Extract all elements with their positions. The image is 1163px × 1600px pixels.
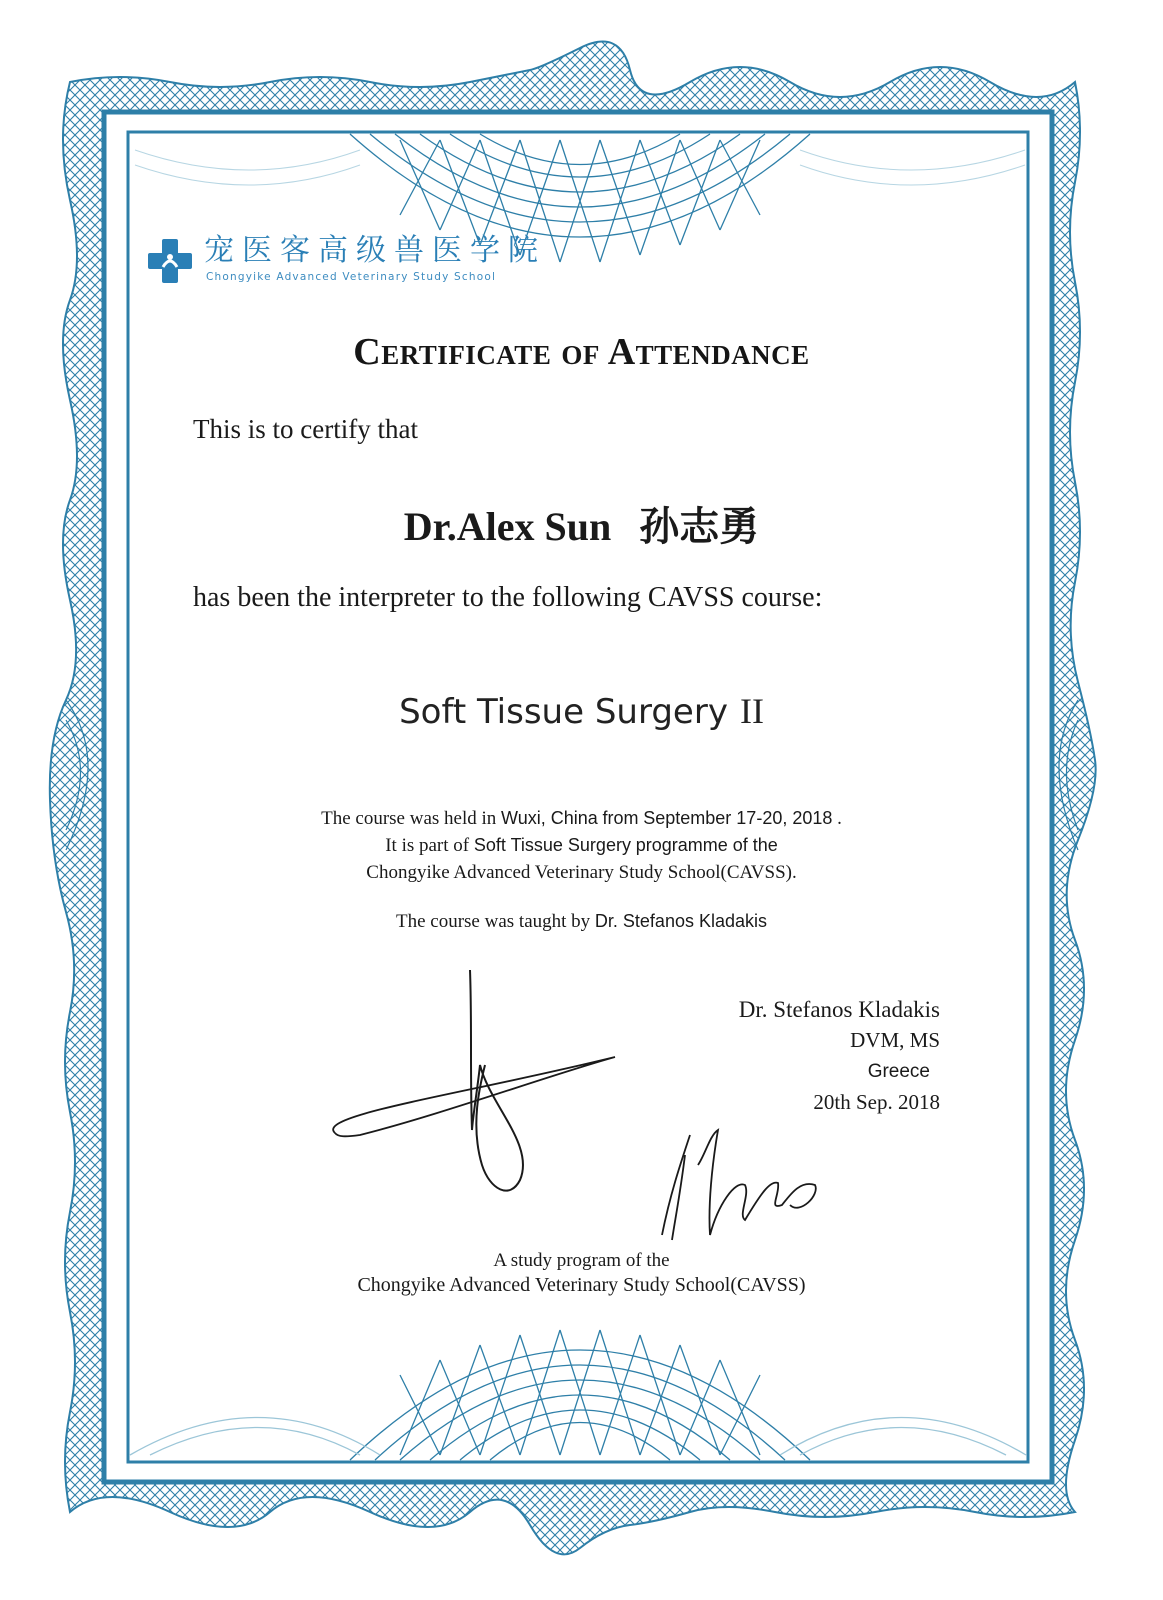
part-prefix: It is part of — [385, 835, 470, 856]
held-prefix: The course was held in — [321, 808, 497, 829]
taught-prefix: The course was taught by — [395, 911, 591, 932]
taught-by-line — [0, 908, 1163, 935]
school-name-english: Chongyike Advanced Veterinary Study School — [206, 271, 497, 283]
course-title — [0, 690, 1163, 732]
role-line: has been the interpreter to the following CAVSS course: — [193, 582, 823, 613]
footer-line-1: A study program of the — [493, 1250, 670, 1271]
programme-line — [0, 832, 1163, 859]
footer-line-2: Chongyike Advanced Veterinary Study School(CAVSS) — [357, 1274, 806, 1296]
certify-line: This is to certify that — [193, 414, 418, 444]
course-numeral: II — [739, 691, 764, 731]
medical-cross-icon — [146, 237, 194, 285]
footer — [0, 1248, 1163, 1298]
certificate-title: Certificate of Attendance — [353, 331, 810, 373]
course-name: Soft Tissue Surgery — [399, 692, 728, 732]
school-logo — [146, 233, 566, 293]
course-dates: September 17-20, 2018 — [643, 808, 833, 828]
signer-name: Dr. Stefanos Kladakis — [738, 997, 940, 1022]
signer-credentials: DVM, MS — [850, 1028, 940, 1052]
signer-date: 20th Sep. 2018 — [813, 1090, 940, 1114]
course-held-line — [0, 805, 1163, 832]
held-suffix: . — [837, 808, 842, 829]
director-signature — [650, 1125, 830, 1245]
instructor-name: Dr. Stefanos Kladakis — [594, 911, 767, 931]
school-name-chinese: 宠医客高级兽医学院 — [204, 233, 546, 268]
part-suffix: programme of the — [635, 835, 778, 855]
recipient-name-chinese: 孙志勇 — [639, 504, 760, 550]
recipient — [0, 495, 1163, 552]
school-line: Chongyike Advanced Veterinary Study School(CAVSS). — [366, 862, 797, 883]
programme-name: Soft Tissue Surgery — [473, 835, 631, 855]
instructor-signature — [320, 965, 630, 1205]
from-word: from — [602, 808, 639, 828]
signer-country: Greece — [867, 1061, 930, 1082]
course-location: Wuxi, China — [501, 808, 598, 828]
recipient-name: Dr.Alex Sun — [403, 504, 612, 549]
signer-block — [700, 994, 940, 1118]
